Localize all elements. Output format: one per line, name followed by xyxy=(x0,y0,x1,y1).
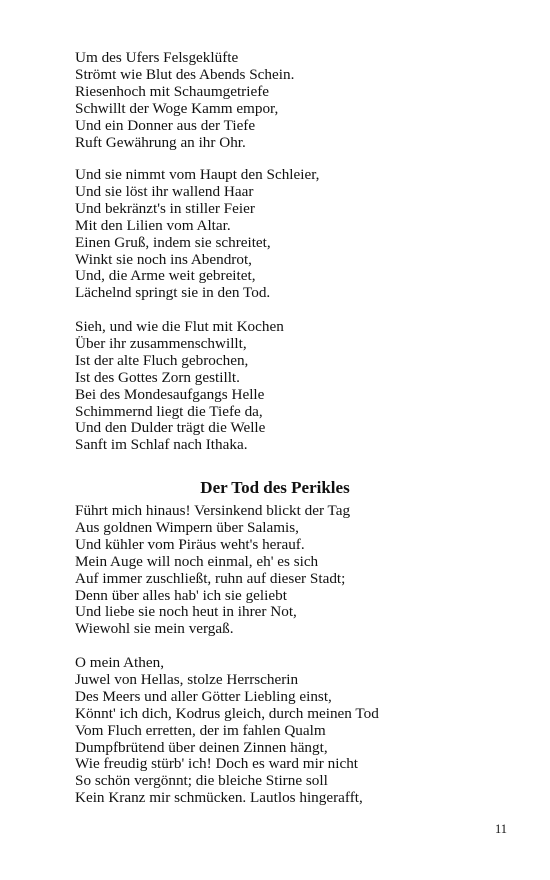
verse-line: Ist des Gottes Zorn gestillt. xyxy=(75,368,240,386)
stanza-1 xyxy=(75,50,495,151)
verse-line: Dumpfbrütend über deinen Zinnen hängt, xyxy=(75,738,328,756)
verse-line: Sanft im Schlaf nach Ithaka. xyxy=(75,436,248,454)
verse-line: Einen Gruß, indem sie schreitet, xyxy=(75,233,271,251)
verse-line: Schwillt der Woge Kamm empor, xyxy=(75,99,279,117)
verse-line: Schimmernd liegt die Tiefe da, xyxy=(75,402,263,420)
verse-line: Vom Fluch erretten, der im fahlen Qualm xyxy=(75,721,326,739)
verse-line: Kein Kranz mir schmücken. Lautlos hingerafft, xyxy=(75,789,363,807)
verse-line: Auf immer zuschließt, ruhn auf dieser Stadt; xyxy=(75,569,346,587)
verse-line: Mein Auge will noch einmal, eh' es sich xyxy=(75,552,319,570)
verse-line: Und den Dulder trägt die Welle xyxy=(75,419,266,437)
stanza-4 xyxy=(75,503,495,638)
verse-line: Wiewohl sie mein vergaß. xyxy=(75,620,234,638)
verse-line: Strömt wie Blut des Abends Schein. xyxy=(75,65,295,83)
verse-line: Sieh, und wie die Flut mit Kochen xyxy=(75,318,284,335)
verse-line: Des Meers und aller Götter Liebling einst, xyxy=(75,687,332,705)
poem-title: Der Tod des Perikles xyxy=(200,478,350,497)
verse-line: O mein Athen, xyxy=(75,654,165,671)
verse-line: Aus goldnen Wimpern über Salamis, xyxy=(75,518,299,536)
verse-line: Über ihr zusammenschwillt, xyxy=(75,334,247,352)
verse-line: Und bekränzt's in stiller Feier xyxy=(75,199,255,217)
verse-line: Und, die Arme weit gebreitet, xyxy=(75,267,256,285)
verse-line: Mit den Lilien vom Altar. xyxy=(75,216,231,234)
verse-line: Winkt sie noch ins Abendrot, xyxy=(75,250,252,268)
verse-line: Denn über alles hab' ich sie geliebt xyxy=(75,586,287,604)
verse-line: Wie freudig stürb' ich! Doch es ward mir nicht xyxy=(75,755,359,773)
verse-line: Und sie löst ihr wallend Haar xyxy=(75,182,254,200)
verse-line: Um des Ufers Felsgeklüfte xyxy=(75,49,239,66)
verse-line: Ruft Gewährung an ihr Ohr. xyxy=(75,133,246,151)
verse-line: Könnt' ich dich, Kodrus gleich, durch meinen Tod xyxy=(75,704,379,722)
page-number: 11 xyxy=(494,822,507,836)
verse-line: Riesenhoch mit Schaumgetriefe xyxy=(75,82,270,100)
verse-line: Juwel von Hellas, stolze Herrscherin xyxy=(75,670,299,688)
stanza-3 xyxy=(75,319,495,454)
verse-line: Lächelnd springt sie in den Tod. xyxy=(75,284,271,302)
verse-line: Und kühler vom Piräus weht's herauf. xyxy=(75,535,305,553)
verse-line: Ist der alte Fluch gebrochen, xyxy=(75,351,249,369)
verse-line: Und sie nimmt vom Haupt den Schleier, xyxy=(75,166,320,183)
verse-line: Führt mich hinaus! Versinkend blickt der Tag xyxy=(75,502,351,519)
verse-line: Und liebe sie noch heut in ihrer Not, xyxy=(75,603,297,621)
stanza-5 xyxy=(75,655,495,807)
stanza-2 xyxy=(75,167,495,302)
verse-line: Und ein Donner aus der Tiefe xyxy=(75,116,256,134)
verse-line: Bei des Mondesaufgangs Helle xyxy=(75,385,265,403)
verse-line: So schön vergönnt; die bleiche Stirne soll xyxy=(75,772,328,790)
